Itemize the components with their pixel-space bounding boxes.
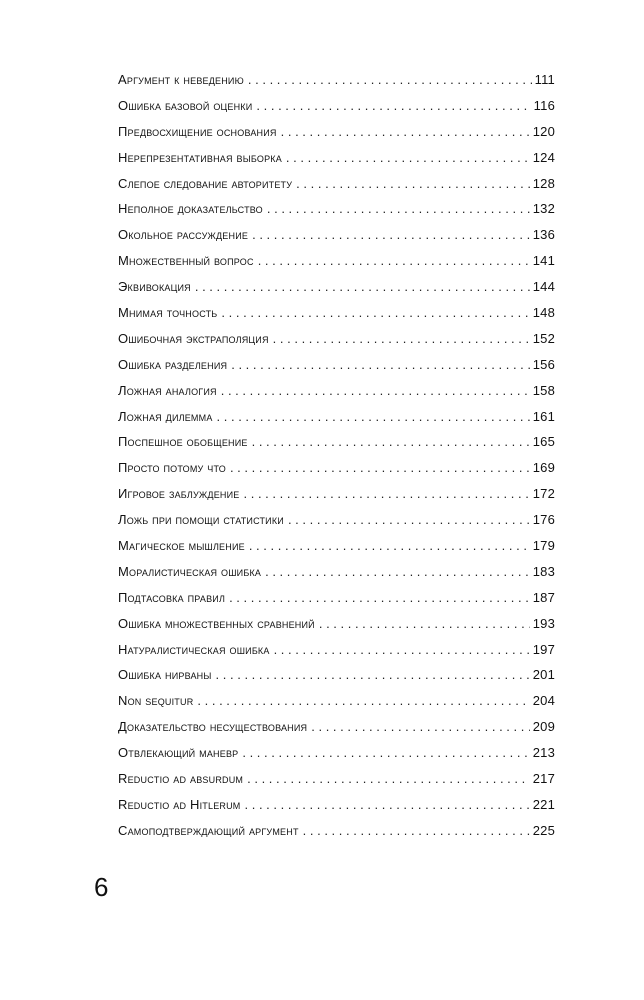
leader-dots [281, 124, 530, 139]
leader-dots [245, 797, 530, 812]
toc-entry-title: Окольное рассуждение [118, 227, 249, 243]
leader-dots [319, 616, 530, 631]
toc-entry[interactable] [118, 176, 555, 202]
toc-entry[interactable] [118, 642, 555, 668]
leader-dots [248, 72, 532, 87]
leader-dots [267, 201, 530, 216]
toc-entry-title: Ошибочная экстраполяция [118, 330, 269, 346]
toc-entry-page: 158 [532, 382, 555, 398]
leader-dots [286, 150, 530, 165]
toc-entry-page: 187 [532, 589, 555, 605]
toc-entry-title: Ошибка множественных сравнений [118, 615, 315, 631]
leader-dots [217, 409, 530, 424]
toc-entry-title: Игровое заблуждение [118, 486, 240, 502]
toc-entry[interactable] [118, 771, 555, 797]
toc-entry-page: 165 [532, 434, 555, 450]
leader-dots [288, 512, 530, 527]
toc-entry[interactable] [118, 564, 555, 590]
toc-entry-page: 217 [532, 771, 555, 787]
toc-entry[interactable] [118, 616, 555, 642]
toc-entry-page: 169 [532, 460, 555, 476]
toc-entry[interactable] [118, 590, 555, 616]
toc-entry[interactable] [118, 409, 555, 435]
toc-entry[interactable] [118, 150, 555, 176]
toc-entry-page: 128 [532, 175, 555, 191]
toc-entry-title: Ложная дилемма [118, 408, 213, 424]
toc-entry[interactable] [118, 124, 555, 150]
toc-entry-title: Ошибка нирваны [118, 667, 212, 683]
toc-entry-page: 120 [532, 123, 555, 139]
toc-entry-title: Моралистическая ошибка [118, 563, 262, 579]
toc-entry-page: 193 [532, 615, 555, 631]
toc-entry-title: Аргумент к неведению [118, 72, 244, 87]
toc-entry-page: 213 [532, 745, 555, 761]
toc-entry[interactable] [118, 486, 555, 512]
leader-dots [303, 823, 530, 838]
toc-entry[interactable] [118, 667, 555, 693]
leader-dots [252, 227, 530, 242]
toc-entry-page: 179 [532, 538, 555, 554]
toc-entry[interactable] [118, 434, 555, 460]
leader-dots [273, 331, 530, 346]
toc-entry-page: 124 [532, 149, 555, 165]
toc-entry-title: Подтасовка правил [118, 589, 226, 605]
toc-entry-page: 197 [532, 641, 555, 657]
toc-entry-page: 156 [532, 356, 555, 372]
toc-entry[interactable] [118, 227, 555, 253]
toc-entry-title: Слепое следование авторитету [118, 175, 293, 191]
toc-entry[interactable] [118, 538, 555, 564]
toc-entry-page: 141 [532, 253, 555, 269]
toc-entry-title: Неполное доказательство [118, 201, 263, 217]
toc-entry-page: 183 [532, 563, 555, 579]
toc-entry-title: Non sequitur [118, 693, 194, 709]
toc-entry-page: 116 [533, 97, 555, 113]
toc-entry-title: Магическое мышление [118, 538, 245, 554]
toc-entry-page: 136 [532, 227, 555, 243]
toc-entry[interactable] [118, 98, 555, 124]
toc-entry-title: Ошибка базовой оценки [118, 97, 253, 113]
toc-entry[interactable] [118, 719, 555, 745]
toc-entry[interactable] [118, 253, 555, 279]
toc-entry-page: 225 [532, 822, 555, 838]
leader-dots [231, 357, 529, 372]
leader-dots [221, 383, 530, 398]
leader-dots [258, 253, 530, 268]
toc-entry-page: 144 [532, 279, 555, 295]
leader-dots [229, 590, 530, 605]
leader-dots [296, 176, 530, 191]
leader-dots [197, 693, 529, 708]
toc-entry-page: 161 [532, 408, 555, 424]
toc-entry-page: 201 [532, 667, 555, 683]
toc-entry-title: Предвосхищение основания [118, 123, 277, 139]
toc-entry[interactable] [118, 693, 555, 719]
toc-entry-page: 148 [532, 305, 555, 321]
toc-entry-page: 176 [532, 512, 555, 528]
toc-entry-page: 221 [532, 796, 555, 812]
toc-entry[interactable] [118, 305, 555, 331]
toc-entry-title: Нерепрезентативная выборка [118, 149, 282, 165]
toc-entry-title: Поспешное обобщение [118, 434, 248, 450]
toc-entry-title: Доказательство несуществования [118, 719, 308, 735]
table-of-contents [118, 72, 555, 849]
leader-dots [249, 538, 530, 553]
toc-entry[interactable] [118, 745, 555, 771]
toc-entry[interactable] [118, 279, 555, 305]
toc-entry-page: 152 [532, 330, 555, 346]
toc-entry[interactable] [118, 357, 555, 383]
leader-dots [265, 564, 530, 579]
toc-entry-title: Отвлекающий маневр [118, 745, 239, 761]
toc-entry-title: Reductio ad absurdum [118, 771, 244, 787]
leader-dots [216, 667, 530, 682]
toc-entry-page: 204 [532, 693, 555, 709]
leader-dots [256, 98, 530, 113]
toc-entry-title: Ошибка разделения [118, 356, 228, 372]
toc-entry-title: Reductio ad Hitlerum [118, 796, 241, 812]
toc-entry-title: Эквивокация [118, 279, 191, 295]
toc-entry[interactable] [118, 823, 555, 849]
toc-entry-title: Ложная аналогия [118, 382, 217, 398]
toc-entry-title: Мнимая точность [118, 305, 218, 321]
leader-dots [242, 745, 529, 760]
toc-entry[interactable] [118, 797, 555, 823]
toc-entry-title: Ложь при помощи статистики [118, 512, 284, 528]
toc-entry[interactable] [118, 72, 555, 98]
toc-entry-title: Просто потому что [118, 460, 226, 476]
leader-dots [274, 642, 530, 657]
leader-dots [230, 460, 530, 475]
toc-entry-page: 172 [532, 486, 555, 502]
toc-entry-page: 209 [532, 719, 555, 735]
toc-entry[interactable] [118, 201, 555, 227]
toc-entry[interactable] [118, 331, 555, 357]
leader-dots [252, 434, 530, 449]
toc-entry[interactable] [118, 512, 555, 538]
leader-dots [311, 719, 529, 734]
leader-dots [221, 305, 529, 320]
toc-entry-title: Самоподтверждающий аргумент [118, 822, 299, 838]
page-number: 6 [94, 872, 109, 902]
leader-dots [247, 771, 530, 786]
toc-entry[interactable] [118, 460, 555, 486]
toc-entry-page: 111 [534, 72, 555, 87]
leader-dots [195, 279, 530, 294]
toc-entry-title: Множественный вопрос [118, 253, 254, 269]
toc-entry[interactable] [118, 383, 555, 409]
toc-entry-page: 132 [532, 201, 555, 217]
leader-dots [244, 486, 530, 501]
toc-entry-title: Натуралистическая ошибка [118, 641, 270, 657]
